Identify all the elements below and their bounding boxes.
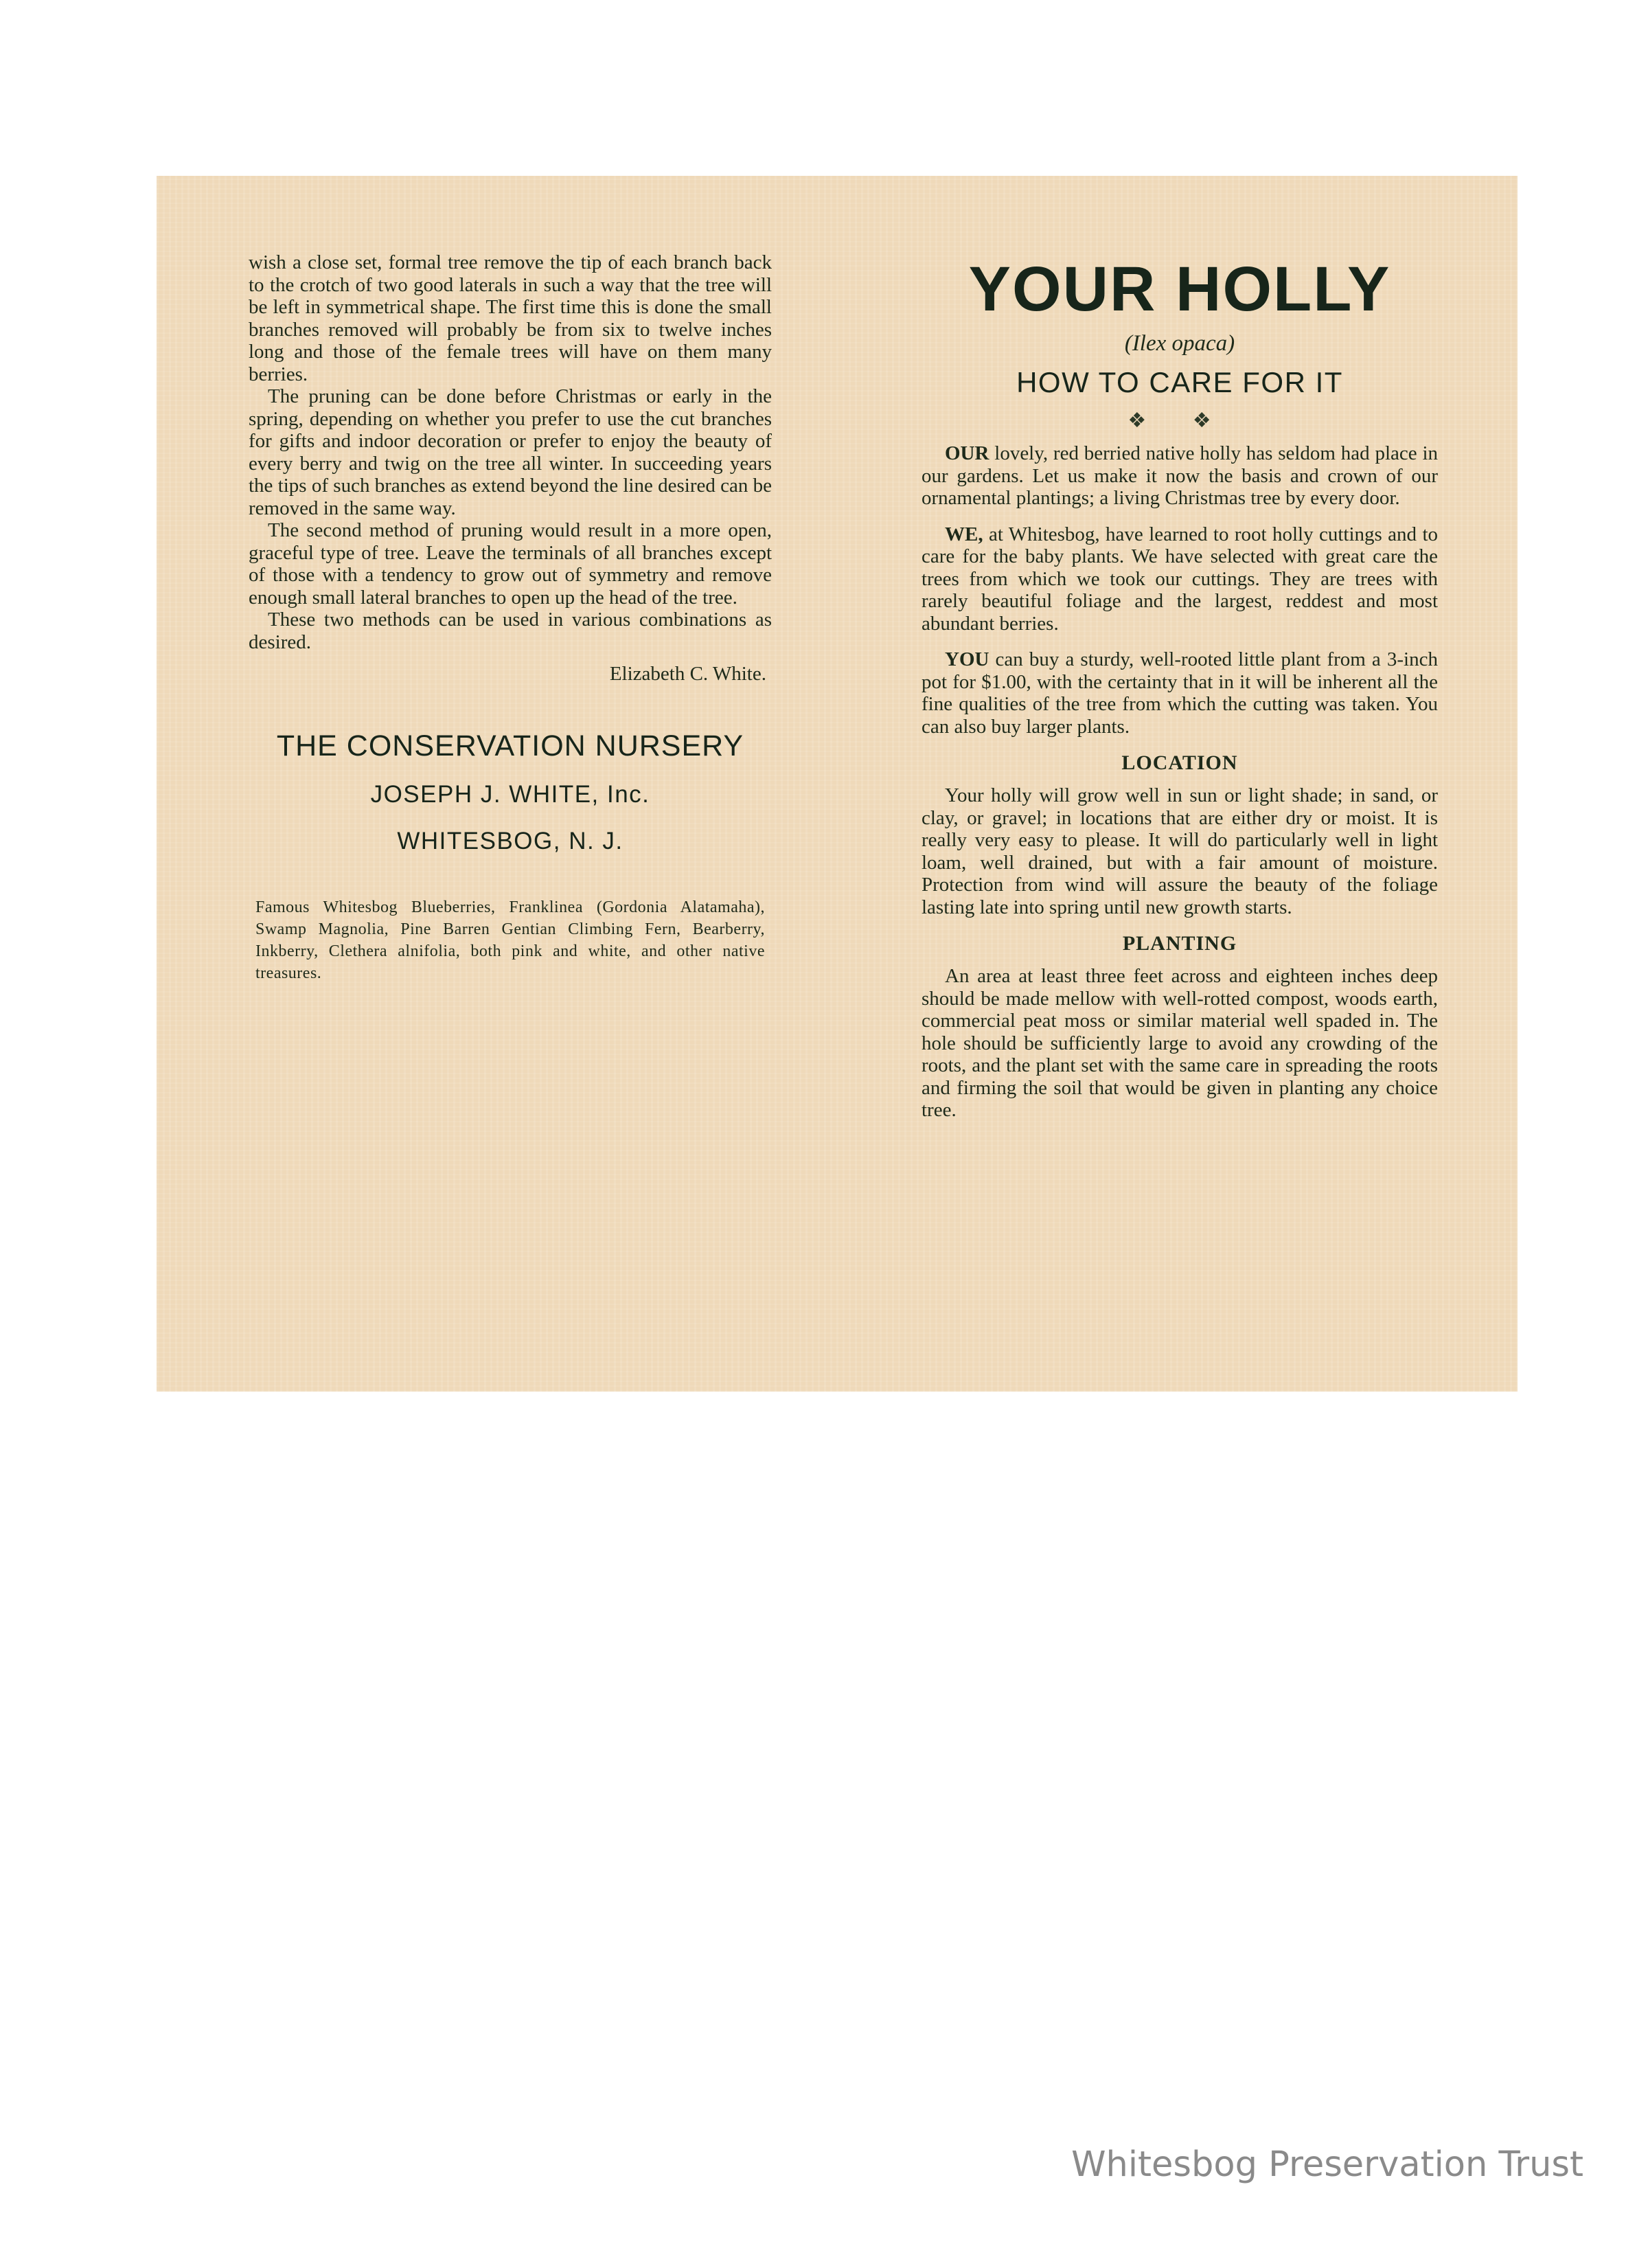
latin-name: (Ilex opaca) xyxy=(1124,331,1235,356)
company-location: WHITESBOG, N. J. xyxy=(397,828,623,854)
pruning-paragraph-2: The pruning can be done before Christmas or early in the spring, depending on whether you prefer to use the cut branches for gifts and indoor decoration or prefer to enjoy the beauty of every berry and twig on the tree all winter. In succeeding years the tips of such branches as extend beyond the line desired can be removed in the same way. xyxy=(249,385,772,519)
planting-heading: PLANTING xyxy=(1122,932,1237,955)
right-column xyxy=(922,251,1438,1135)
author-signature: Elizabeth C. White. xyxy=(609,663,766,685)
lead-word: YOU xyxy=(945,648,989,670)
paragraph-text: lovely, red berried native holly has seldom had place in our gardens. Let us make it now the basis and crown of our ornamental plantings; a living Christmas tree by every door. xyxy=(922,442,1438,509)
page-title: YOUR HOLLY xyxy=(968,254,1391,324)
intro-paragraph-we xyxy=(922,523,1438,635)
pruning-paragraph-1: wish a close set, formal tree remove the tip of each branch back to the crotch of two good laterals in such a way that the tree will be left in symmetrical shape. The first time this is done the small branches removed will probably be from six to twelve inches long and those of the female trees will have on them many berries. xyxy=(249,251,772,385)
lead-word: OUR xyxy=(945,442,989,464)
lead-word: WE, xyxy=(945,523,983,545)
company-name: JOSEPH J. WHITE, Inc. xyxy=(370,781,650,808)
planting-paragraph: An area at least three feet across and eighteen inches deep should be made mellow with well-rotted compost, woods earth, commercial peat moss or similar material well spaded in. The hole should be sufficiently large to avoid any crowding of the roots, and the plant set with the same care in spreading the roots and firming the soil that would be given in planting any choice tree. xyxy=(922,965,1438,1121)
famous-products: Famous Whitesbog Blueberries, Franklinea (Gordonia Alatamaha), Swamp Magnolia, Pine Barren Gentian Climbing Fern, Bearberry, Inkberry, Clethera alnifolia, both pink and white, and other native treasures. xyxy=(255,898,765,982)
nursery-name: THE CONSERVATION NURSERY xyxy=(276,729,744,762)
intro-paragraph-our xyxy=(922,442,1438,510)
intro-paragraph-you xyxy=(922,648,1438,738)
location-heading: LOCATION xyxy=(1121,751,1238,774)
pruning-paragraph-4: These two methods can be used in various combinations as desired. xyxy=(249,609,772,653)
paragraph-text: at Whitesbog, have learned to root holly cuttings and to care for the baby plants. We have selected with great care the trees from which we took our cuttings. They are trees with rarely beautiful foliage and the largest, reddest and most abundant berries. xyxy=(922,523,1438,635)
paragraph-text: can buy a sturdy, well-rooted little plant from a 3-inch pot for $1.00, with the certainty that in it will be inherent all the fine qualities of the tree from which the cutting was taken. You can also buy larger plants. xyxy=(922,648,1438,738)
ornament-icon: ❖ ❖ xyxy=(1128,409,1232,432)
pruning-paragraph-3: The second method of pruning would result in a more open, graceful type of tree. Leave the terminals of all branches except of those with a tendency to grow out of symmetry and remove enough small lateral branches to open up the head of the tree. xyxy=(249,519,772,609)
subtitle: HOW TO CARE FOR IT xyxy=(1016,366,1343,398)
brochure-sheet xyxy=(157,176,1518,1392)
left-column xyxy=(249,251,772,984)
location-paragraph: Your holly will grow well in sun or light shade; in sand, or clay, or gravel; in locations that are either dry or moist. It is really very easy to please. It will do particularly well in light loam, well drained, but with a fair amount of moisture. Protection from wind will assure the beauty of the foliage lasting late into spring until new growth starts. xyxy=(922,784,1438,918)
watermark: Whitesbog Preservation Trust xyxy=(1071,2144,1583,2185)
